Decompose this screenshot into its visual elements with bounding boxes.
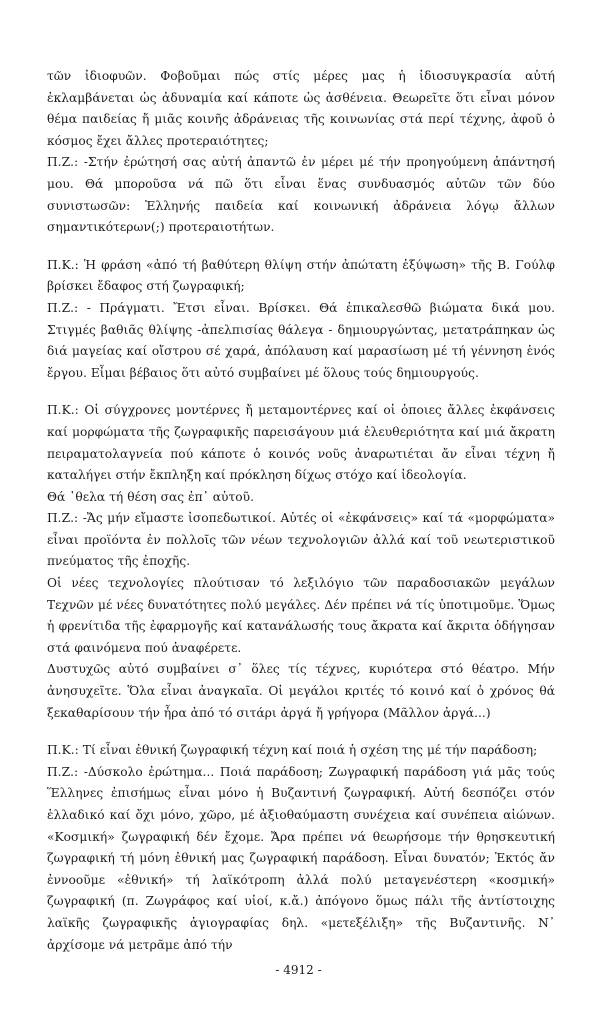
text-block-1 (47, 66, 555, 239)
block-spacer (47, 239, 555, 255)
block-spacer (47, 384, 555, 400)
paragraph: Οἱ νέες τεχνολογίες πλούτισαν τό λεξιλόγιο τῶν παραδοσιακῶν μεγάλων Τεχνῶν μέ νέες δυνατότητες πολύ μεγάλες. Δέν πρέπει νά τίς ὑποτιμοῦμε. Ὅμως ἡ φρενίτιδα τῆς ἐφαρμογῆς καί κατανάλωσής τους ἄκρατα καί ἄκριτα ὁδήγησαν στά φαινόμενα πού ἀναφέρετε. (47, 576, 555, 655)
paragraph: Π.Ζ.: -Ἄς μήν εἴμαστε ἰσοπεδωτικοί. Αὐτές οἱ «ἐκφάνσεις» καί τά «μορφώματα» εἶναι προϊόντα ἐν πολλοῖς τῶν νέων τεχνολογιῶν ἀλλά καί τοῦ νεωτεριστικοῦ πνεύματος τῆς ἐποχῆς. (47, 511, 555, 569)
paragraph: Π.Ζ.: -Δύσκολο ἐρώτημα... Ποιά παράδοση; Ζωγραφική παράδοση γιά μᾶς τούς Ἕλληνες ἐπισήμως εἶναι μόνο ἡ Βυζαντινή ζωγραφική. Αὐτή δεσπόζει στόν ἑλλαδικό καί ὄχι μόνο, χῶρο, μέ ἀξιοθαύμαστη συνέχεια καί συνέπεια αἰώνων. «Κοσμική» ζωγραφική δέν ἔχομε. Ἄρα πρέπει νά θεωρήσομε τήν θρησκευτική ζωγραφική τή μόνη ἐθνική μας ζωγραφική παράδοση. Εἶναι δυνατόν; Ἐκτός ἄν ἐννοοῦμε «ἐθνική» τή λαϊκότροπη ἀλλά πολύ μεταγενέστερη «κοσμική» ζωγραφική (π. Ζωγράφος καί υἱοί, κ.ἄ.) ἀπόγονο ὅμως πάλι τῆς ἀντίστοιχης λαϊκῆς ζωγραφικῆς ἁγιογραφίας δηλ. «μετεξέλιξη» τῆς Βυζαντινῆς. Ν᾽ ἀρχίσομε νά μετρᾶμε ἀπό τήν (47, 764, 555, 952)
paragraph: Π.Κ.: Ἡ φράση «ἀπό τή βαθύτερη θλίψη στήν ἀπώτατη ἐξύψωση» τῆς Β. Γούλφ βρίσκει ἔδαφος στή ζωγραφική; (47, 257, 555, 294)
paragraph: Δυστυχῶς αὐτό συμβαίνει σ᾽ ὅλες τίς τέχνες, κυριότερα στό θέατρο. Μήν ἀνησυχεῖτε. Ὅλα εἶναι ἀναγκαῖα. Οἱ μεγάλοι κριτές τό κοινό καί ὁ χρόνος θά ξεκαθαρίσουν τήν ἦρα ἀπό τό σιτάρι ἀργά ἤ γρήγορα (Μᾶλλον ἀργά...) (47, 662, 555, 720)
paragraph: Π.Κ.: Τί εἶναι ἐθνική ζωγραφική τέχνη καί ποιά ἡ σχέση της μέ τήν παράδοση; (47, 743, 538, 758)
text-block-4 (47, 740, 555, 956)
paragraph: Π.Ζ.: - Πράγματι. Ἔτσι εἶναι. Βρίσκει. Θά ἐπικαλεσθῶ βιώματα δικά μου. Στιγμές βαθιᾶς θλίψης -ἀπελπισίας θάλεγα - δημιουργώντας, μετατράπηκαν ὡς διά μαγείας καί οἴστρου σέ χαρά, ἀπόλαυση καί μαρασίωση μέ τή γέννηση ἑνός ἔργου. Εἶμαι βέβαιος ὅτι αὐτό συμβαίνει μέ ὅλους τούς δημιουργούς. (47, 300, 555, 380)
text-block-3 (47, 400, 555, 724)
text-block-2 (47, 255, 555, 385)
page-number: - 4912 - (275, 963, 322, 977)
page-body (47, 66, 555, 956)
block-spacer (47, 724, 555, 740)
paragraph: Θά ᾽θελα τή θέση σας ἐπ᾽ αὐτοῦ. (47, 489, 255, 504)
paragraph: τῶν ἰδιοφυῶν. Φοβοῦμαι πώς στίς μέρες μας ἡ ἰδιοσυγκρασία αὐτή ἐκλαμβάνεται ὡς ἀδυναμία καί κάποτε ὡς ἀσθένεια. Θεωρεῖτε ὅτι εἶναι μόνον θέμα παιδείας ἤ μιᾶς κοινῆς ἀδράνειας τῆς κοινωνίας στά περί τέχνης, ἀφοῦ ὁ κόσμος ἔχει ἄλλες προτεραιότητες; (47, 69, 555, 148)
paragraph: Π.Κ.: Οἱ σύγχρονες μοντέρνες ἤ μεταμοντέρνες καί οἱ ὁποιες ἄλλες ἐκφάνσεις καί μορφώματα τῆς ζωγραφικῆς παρεισάγουν μιά ἐλευθεριότητα καί μιά ἄκρατη πειραματολαγνεία πού κάποτε ὁ κοινός νοῦς ἀναρωτιέται ἄν εἶναι τέχνη ἤ καταλήγει στήν ἔκπληξη καί πρόκληση δίχως στόχο καί ἰδεολογία. (47, 403, 555, 483)
paragraph: Π.Ζ.: -Στήν ἐρώτησή σας αὐτή ἀπαντῶ ἐν μέρει μέ τήν προηγούμενη ἀπάντησή μου. Θά μποροῦσα νά πῶ ὅτι εἶναι ἕνας συνδυασμός αὐτῶν τῶν δύο συνιστωσῶν: Ἑλληνής παιδεία καί κοινωνική ἀδράνεια λόγῳ ἄλλων σημαντικότερων(;) προτεραιοτήτων. (47, 155, 555, 235)
